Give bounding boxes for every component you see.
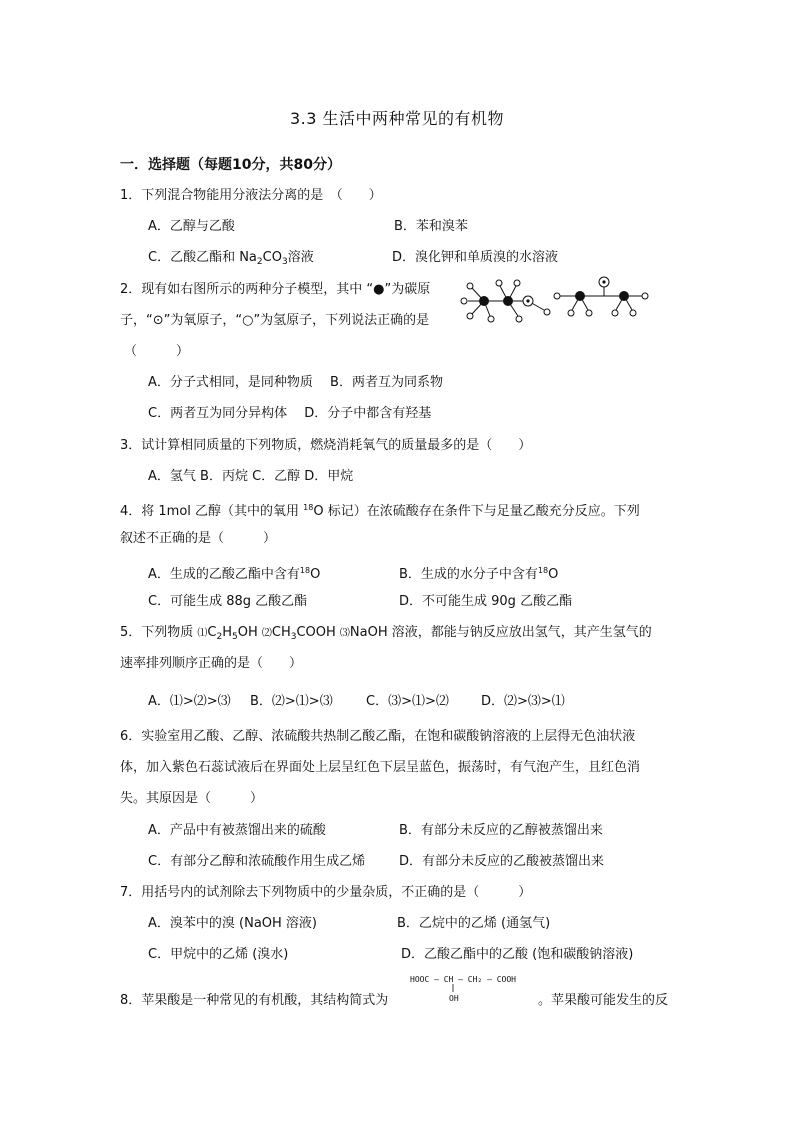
q4-option-a: A．生成的乙酸乙酯中含有$^{18}$O [148,566,321,582]
q2-options-cd: C．两者互为同分异构体 D．分子中都含有羟基 [148,406,432,421]
q5-option-b: B．⑵>⑴>⑶ [250,694,333,709]
q4-option-b: B．生成的水分子中含有$^{18}$O [399,566,559,582]
q5-stem-line2: 速率排列顺序正确的是（ ） [120,656,303,671]
q7-option-d: D．乙酸乙酯中的乙酸 (饱和碳酸钠溶液) [401,947,634,962]
q4-stem-line1: 4．将 1mol 乙醇（其中的氧用 $^{18}$O 标记）在浓硫酸存在条件下与足量乙酸充分反应。下列 [120,503,640,519]
formula-main-chain: HOOC — CH — CH₂ — COOH [410,975,516,984]
q3-stem: 3．试计算相同质量的下列物质，燃烧消耗氧气的质量最多的是（ ） [120,438,532,453]
q7-stem: 7．用括号内的试剂除去下列物质中的少量杂质，不正确的是（ ） [120,885,532,900]
formula-hydroxyl: OH [449,994,459,1003]
q2-stem-line2: 子，“⊙”为氧原子，“○”为氢原子，下列说法正确的是 [120,313,430,328]
q1-stem: 1．下列混合物能用分液法分离的是 （ ） [120,188,382,203]
section-heading: 一．选择题（每题10分，共80分） [120,157,341,173]
molecule-models-diagram [456,276,656,328]
q6-option-d: D．有部分未反应的乙酸被蒸馏出来 [399,854,605,869]
q1-option-a: A．乙醇与乙酸 [148,219,235,234]
q6-stem-line1: 6．实验室用乙酸、乙醇、浓硫酸共热制乙酸乙酯，在饱和碳酸钠溶液的上层得无色油状液 [120,729,636,744]
q4-option-d: D．不可能生成 90g 乙酸乙酯 [399,594,573,609]
q7-option-c: C．甲烷中的乙烯 (溴水) [148,947,289,962]
q7-option-b: B．乙烷中的乙烯 (通氢气) [397,916,551,931]
q2-options-ab: A．分子式相同，是同种物质 B．两者互为同系物 [148,375,443,390]
q6-stem-line2: 体，加入紫色石蕊试液后在界面处上层呈红色下层呈蓝色，振荡时，有气泡产生，且红色消 [120,760,641,775]
q7-option-a: A．溴苯中的溴 (NaOH 溶液) [148,916,318,931]
q2-stem-line1: 2．现有如右图所示的两种分子模型，其中 “●”为碳原 [120,282,431,297]
q8-stem-part1: 8．苹果酸是一种常见的有机酸，其结构简式为 [120,993,389,1008]
malic-acid-structural-formula [410,972,540,1006]
q5-option-a: A．⑴>⑵>⑶ [148,694,231,709]
q5-option-d: D．⑵>⑶>⑴ [481,694,565,709]
q1-option-b: B．苯和溴苯 [394,219,468,234]
q5-option-c: C．⑶>⑴>⑵ [366,694,449,709]
q1-option-c: C．乙酸乙酯和 $Na_2CO_3$溶液 [148,250,314,267]
q8-stem-part2: 。苹果酸可能发生的反 [538,993,669,1008]
q6-option-b: B．有部分未反应的乙醇被蒸馏出来 [399,823,603,838]
page-title: 3.3 生活中两种常见的有机物 [289,109,505,128]
q4-stem-line2: 叙述不正确的是（ ） [120,531,277,546]
q6-option-a: A．产品中有被蒸馏出来的硫酸 [148,823,326,838]
q5-stem-line1: 5．下列物质 $⑴C_2H_5OH$ $⑵CH_3COOH$ ⑶NaOH 溶液，都能与钠反应放出氢气，其产生氢气的 [120,625,652,642]
q4-option-c: C．可能生成 88g 乙酸乙酯 [148,594,308,609]
q6-option-c: C．有部分乙醇和浓硫酸作用生成乙烯 [148,854,366,869]
q2-stem-line3: （ ） [124,344,190,359]
q1-option-d: D．溴化钾和单质溴的水溶液 [392,250,559,265]
q3-options: A．氢气 B．丙烷 C．乙醇 D．甲烷 [148,469,354,484]
q6-stem-line3: 失。其原因是（ ） [120,791,264,806]
